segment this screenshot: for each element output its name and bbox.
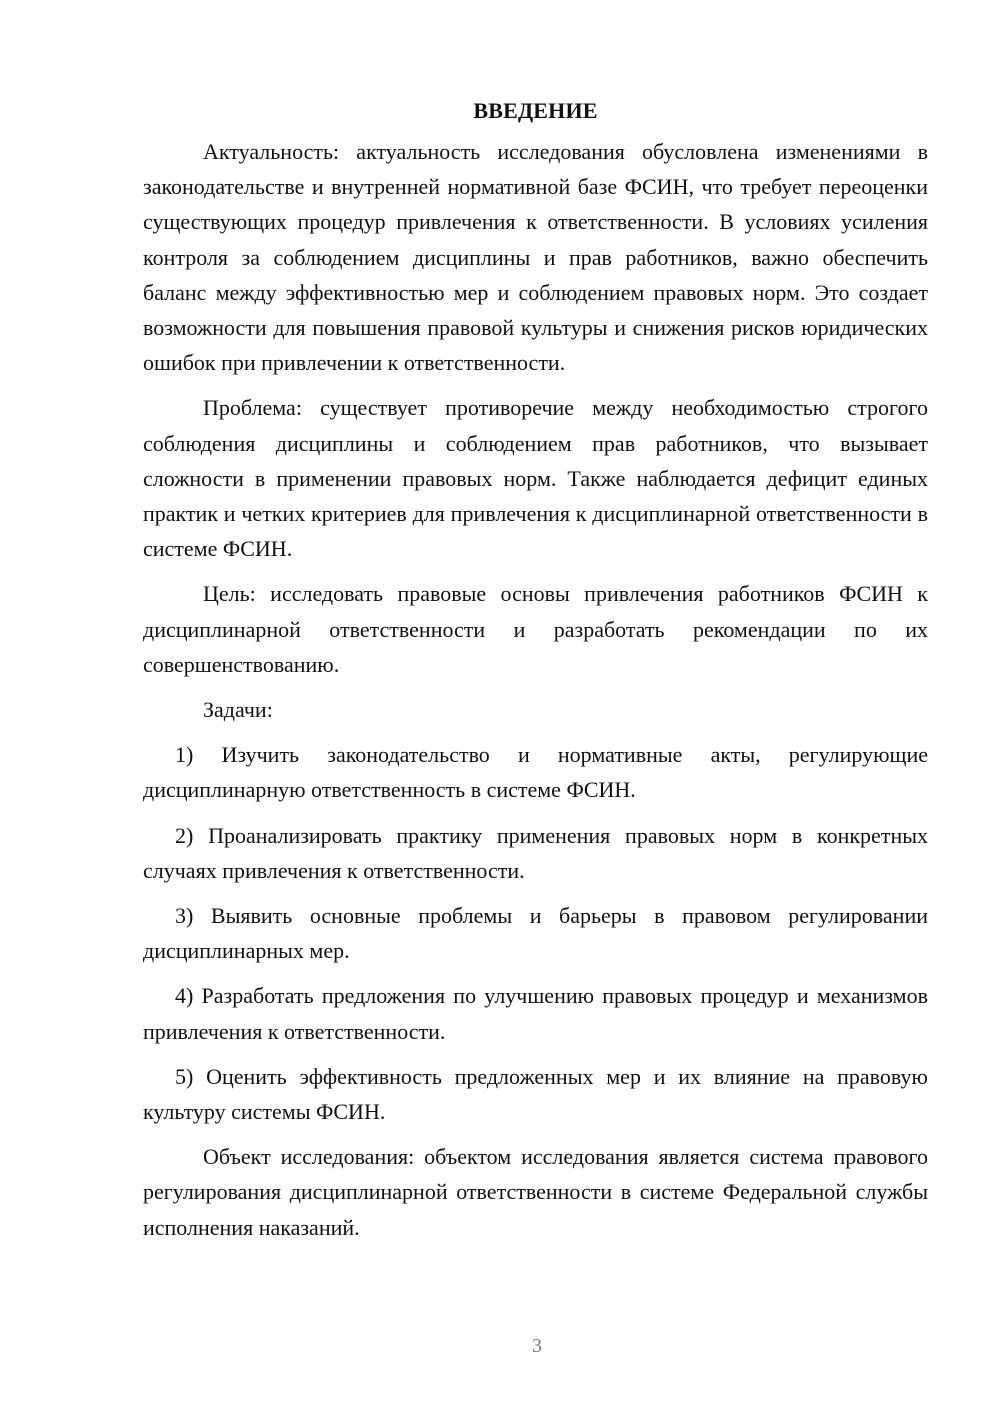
tasks-label: Задачи:	[203, 697, 273, 723]
task-item-5: 5) Оценить эффективность предложенных мер и их влияние на правовую культуру системы ФСИН.	[143, 1063, 928, 1125]
task-item-4: 4) Разработать предложения по улучшению правовых процедур и механизмов привлечения к ответственности.	[143, 983, 928, 1044]
paragraph-problem: Проблема: существует противоречие между необходимостью строгого соблюдения дисциплины и соблюдением прав работников, что вызывает сложности в применении правовых норм. Также наблюдается дефицит единых практик и четких критериев для привлечения к дисциплинарной ответственности в системе ФСИН.	[143, 395, 928, 562]
paragraph-goal: Цель: исследовать правовые основы привлечения работников ФСИН к дисциплинарной ответственности и разработать рекомендации по их совершенствованию.	[143, 581, 928, 677]
document-body	[143, 93, 928, 1245]
task-item-3: 3) Выявить основные проблемы и барьеры в правовом регулировании дисциплинарных мер.	[143, 903, 928, 964]
page-number: 3	[532, 1335, 542, 1357]
paragraph-object: Объект исследования: объектом исследования является система правового регулирования дисциплинарной ответственности в системе Федеральной службы исполнения наказаний.	[143, 1144, 928, 1240]
task-item-2: 2) Проанализировать практику применения правовых норм в конкретных случаях привлечения к ответственности.	[143, 822, 928, 883]
task-item-1: 1) Изучить законодательство и нормативные акты, регулирующие дисциплинарную ответственность в системе ФСИН.	[143, 742, 928, 803]
paragraph-relevance: Актуальность: актуальность исследования обусловлена изменениями в законодательстве и внутренней нормативной базе ФСИН, что требует переоценки существующих процедур привлечения к ответственности. В условиях усиления контроля за соблюдением дисциплины и прав работников, важно обеспечить баланс между эффективностью мер и соблюдением правовых норм. Это создает возможности для повышения правовой культуры и снижения рисков юридических ошибок при привлечении к ответственности.	[143, 139, 928, 376]
section-heading: ВВЕДЕНИЕ	[473, 98, 598, 123]
